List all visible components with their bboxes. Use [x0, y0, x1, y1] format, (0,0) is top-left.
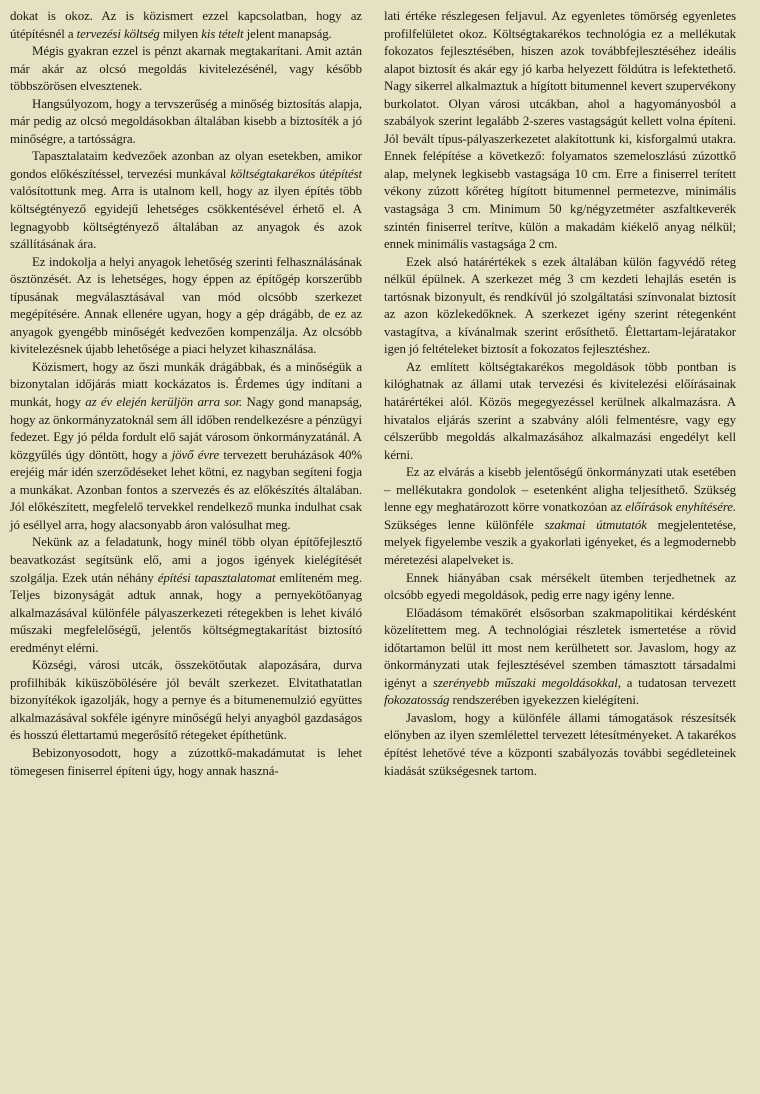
paragraph: Az említett költségtakarékos megoldások több pontban is kilóghatnak az állami utak tervezési és kivitelezési előírásainak határértékei alól. Közös megegyezéssel kerülnek alkalmazásra. A hivatalos eljárás szerint a szabvány alóli felmentésre, vagy egy célszerűbb megoldás alkalmazásához alkalmazási engedélyt kell kérni.	[384, 359, 736, 462]
paragraph: Ez az elvárás a kisebb jelentőségű önkormányzati utak esetében – mellékutakra gondolok – esetenként aligha teljesíthető. Szükség lenne egy meghatározott körre vonatkozóan az előírások enyhítésére. Szükséges lenne különféle szakmai útmutatók megjelentetése, melyek figyelembe veszik a gyakorlati igényeket, és a legmodernebb méretezési alapelveket is.	[384, 465, 736, 567]
paragraph: lati értéke részlegesen feljavul. Az egyenletes tömörség egyenletes profilfelületet okoz. Költségtakarékos technológia ez a mellékutak fokozatos fejlesztésében, hiszen azok továbbfejlesztéséhez ideális alapot biztosít és akár egy jó karba helyezett földútra is lefektethető. Nagy sikerrel alkalmaztuk a hígított bitumennel kevert szupervékony burkolatot. Olyan városi utcákban, ahol a hagyományosból a szabályok szerint legalább 2-szeres vastagságút kellett volna építeni. Jól bevált típus-pályaszerkezetet alakítottunk ki, kisforgalmú utakra. Ennek felépítése a következő: folyamatos szemeloszlású zúzottkő alap, melynek legkisebb vastagsága 10 cm. Erre a finiserrel terített vékony zúzott kőréteg hígított bitumennel permetezve, minimális vastagsága 3 cm. Minimum 50 kg/négyzetméter aszfaltkeverék szintén finiserrel terítve, külön a makadám kiékelő anyag nélkül; ennek minimális vastagsága 2 cm.	[384, 9, 736, 252]
paragraph: Javaslom, hogy a különféle állami támogatások részesítsék előnyben az ilyen szemlélettel tervezett létesítményeket. A takarékos építést lehetővé téve a központi szabályozás további segédleteinek kiadását szükségesnek tartom.	[384, 710, 736, 778]
paragraph: Ez indokolja a helyi anyagok lehetőség szerinti felhasználásának ösztönzését. Az is lehetséges, hogy éppen az építőgép korszerűbb típusának megválasztásával van mód olcsóbb szerkezet megépítésére. Annak ellenére ugyan, hogy a gép drágább, de ez az anyagok gyengébb minőségét kedvezően kompenzálja. Az olcsóbb kivitelezésnek újabb lehetősége a piaci helyzet kihasználása.	[10, 254, 362, 357]
paragraph: Bebizonyosodott, hogy a zúzottkő-makadámutat is lehet tömegesen finiserrel építeni úgy, hogy annak haszná-	[10, 745, 362, 778]
paragraph: Mégis gyakran ezzel is pénzt akarnak megtakarítani. Amit aztán már akár az olcsó megoldás kivitelezésénél, vagy később többszörösen elvesztenek.	[10, 44, 362, 94]
paragraph: Közismert, hogy az őszi munkák drágábbak, és a minőségük a bizonytalan időjárás miatt kockázatos is. Érdemes úgy indítani a munkát, hogy az év elején kerüljön arra sor. Nagy gond manapság, hogy az önkormányzatoknál sem áll időben rendelkezésre a pénzügyi fedezet. Egy jó példa fordult elő saját városom önkormányzatánál. A közgyűlés úgy döntött, hogy a jövő évre tervezett beruházások 40% erejéig már idén szerződéseket lehet kötni, ez nagyban segíteni fogja a munkákat. Azonban fontos a szervezés és az előkészítés általában. Jól előkészített, megfelelő tervekkel rendelkező munka indulhat csak jó eséllyel arra, hogy alacsonyabb áron valósulhat meg.	[10, 359, 363, 532]
paragraph: Ezek alsó határértékek s ezek általában külön fagyvédő réteg nélkül épülnek. A szerkezet még 3 cm kezdeti lehajlás esetén is tartósnak bizonyult, és rendkívül jó szolgáltatási színvonalat biztosít az azon közlekedőknek. A szerkezet igény szerint rétegenként vastagítva, a kívánalmak szerint erősíthető. Élettartam-lejáratakor igen jó feltételeket biztosít a fokozatos fejlesztéshez.	[384, 254, 736, 357]
left-column	[10, 8, 362, 1094]
paragraph: Hangsúlyozom, hogy a tervszerűség a minőség biztosítás alapja, már pedig az olcsó megoldásokban általában kisebb a biztosíték a jó minőségre, a tartósságra.	[10, 96, 362, 146]
paragraph: Előadásom témakörét elsősorban szakmapolitikai kérdésként közelítettem meg. A technológiai részletek ismertetése a rövid időtartamon belül itt most nem kerülhetett sor. Javaslom, hogy az önkormányzati utak fejlesztésével szemben támasztott társadalmi igényt a szerényebb műszaki megoldásokkal, a tudatosan tervezett fokozatosság rendszerében igyekezzen kielégíteni.	[384, 605, 736, 708]
paragraph: dokat is okoz. Az is közismert ezzel kapcsolatban, hogy az útépítésnél a tervezési költség milyen kis tételt jelent manapság.	[10, 9, 362, 41]
right-column	[384, 8, 736, 1094]
paragraph: Ennek hiányában csak mérsékelt ütemben terjedhetnek az olcsóbb egyedi megoldások, pedig erre nagy igény lenne.	[384, 570, 736, 603]
paragraph: Nekünk az a feladatunk, hogy minél több olyan építőfejlesztő beavatkozást segítsünk elő, ami a jogos igények kielégítését szolgálja. Ezek után néhány építési tapasztalatomat említeném meg. Teljes bizonyságát adtuk annak, hogy a pernyekötőanyag alkalmazásával különféle pályaszerkezeti rétegekben is lehet kiváló műszaki megfelelőségű, jelentős költségmegtakarítást biztosító eredményt elérni.	[10, 535, 362, 655]
paragraph: Tapasztalataim kedvezőek azonban az olyan esetekben, amikor gondos előkészítéssel, tervezési munkával költségtakarékos útépítést valósítottunk meg. Arra is utalnom kell, hogy az ilyen építés több költségtényező egyidejű lehetséges csökkentésével érhető el. A legnagyobb költségtényező általában az anyagok és azok szállításának ára.	[10, 149, 362, 252]
paragraph: Községi, városi utcák, összekötőutak alapozására, durva profilhibák kiküszöbölésére jól bevált szerkezet. Elvitathatatlan bizonyítékok igazolják, hogy a pernye és a bitumenemulzió együttes alkalmazásával sokféle igényre minőségű helyi anyagból gazdaságos és hosszú élettartamú megerősítő rétegeket építhetünk.	[10, 658, 362, 743]
